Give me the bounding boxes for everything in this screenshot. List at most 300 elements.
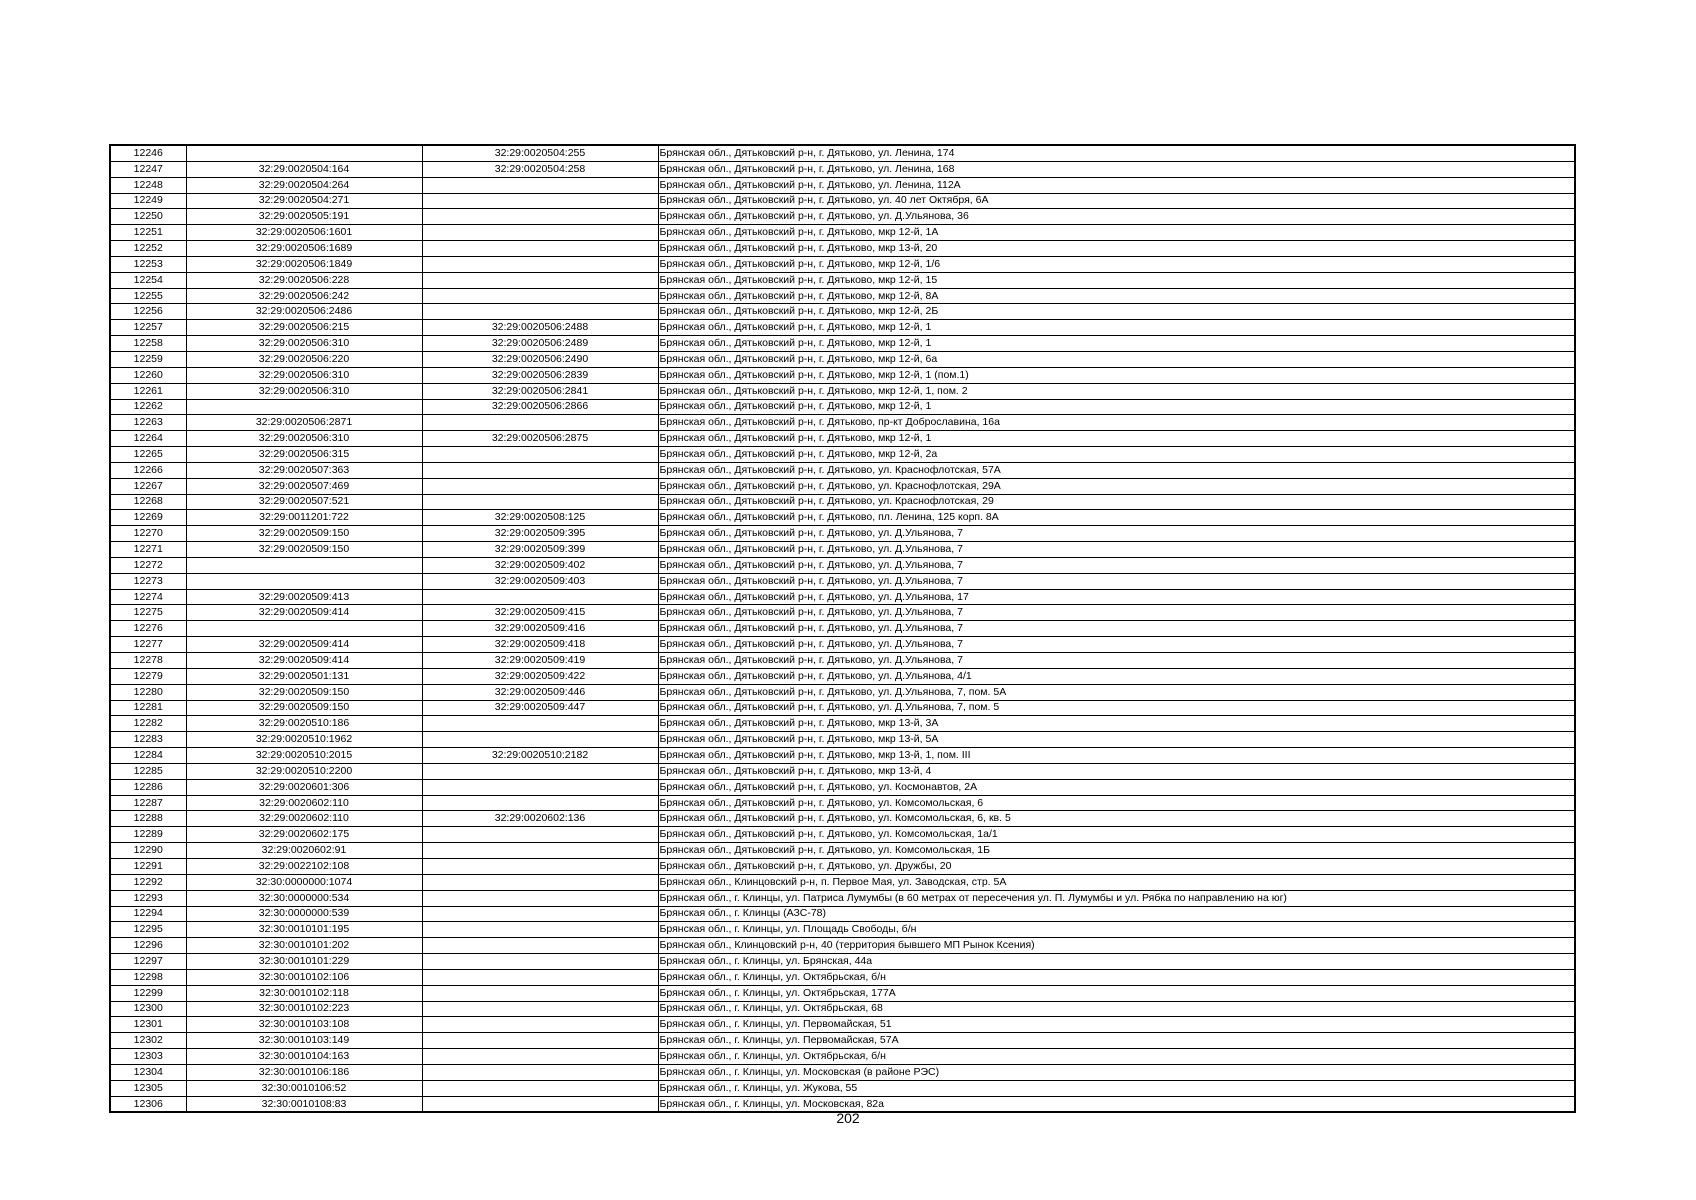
row-number-cell: 12306 (110, 1096, 186, 1112)
row-number-cell: 12257 (110, 320, 186, 336)
table-body (110, 145, 1575, 1112)
row-number-cell: 12285 (110, 763, 186, 779)
address-cell: Брянская обл., Дятьковский р-н, г. Дятьково, ул. 40 лет Октября, 6А (658, 193, 1575, 209)
table-row (110, 367, 1575, 383)
row-number-cell: 12260 (110, 367, 186, 383)
table-row (110, 985, 1575, 1001)
address-cell: Брянская обл., Дятьковский р-н, г. Дятьково, ул. Д.Ульянова, 7, пом. 5А (658, 684, 1575, 700)
cadastral-number-cell: 32:30:0000000:539 (186, 906, 422, 922)
cadastral-number-cell: 32:29:0020506:228 (186, 272, 422, 288)
table-row (110, 700, 1575, 716)
row-number-cell: 12255 (110, 288, 186, 304)
row-number-cell: 12301 (110, 1017, 186, 1033)
cadastral-number-cell: 32:30:0010102:106 (186, 969, 422, 985)
address-cell: Брянская обл., Дятьковский р-н, г. Дятьково, ул. Комсомольская, 6 (658, 795, 1575, 811)
table-row (110, 811, 1575, 827)
cadastral-number-cell: 32:29:0020602:110 (186, 795, 422, 811)
cadastral-number-cell: 32:30:0010102:118 (186, 985, 422, 1001)
row-number-cell: 12265 (110, 447, 186, 463)
address-cell: Брянская обл., г. Клинцы, ул. Первомайская, 51 (658, 1017, 1575, 1033)
table-row (110, 161, 1575, 177)
row-number-cell: 12275 (110, 605, 186, 621)
row-number-cell: 12281 (110, 700, 186, 716)
table-row (110, 431, 1575, 447)
row-number-cell: 12254 (110, 272, 186, 288)
table-row (110, 510, 1575, 526)
cadastral-number-cell: 32:29:0020506:310 (186, 336, 422, 352)
address-cell: Брянская обл., Дятьковский р-н, г. Дятьково, мкр 13-й, 4 (658, 763, 1575, 779)
row-number-cell: 12261 (110, 383, 186, 399)
table-row (110, 890, 1575, 906)
address-cell: Брянская обл., Дятьковский р-н, г. Дятьково, ул. Д.Ульянова, 7, пом. 5 (658, 700, 1575, 716)
address-cell: Брянская обл., Дятьковский р-н, г. Дятьково, ул. Комсомольская, 6, кв. 5 (658, 811, 1575, 827)
related-cadastral-number-cell: 32:29:0020509:419 (422, 653, 658, 669)
address-cell: Брянская обл., Дятьковский р-н, г. Дятьково, ул. Комсомольская, 1Б (658, 843, 1575, 859)
related-cadastral-number-cell (422, 1049, 658, 1065)
related-cadastral-number-cell (422, 779, 658, 795)
cadastral-number-cell: 32:29:0020507:363 (186, 462, 422, 478)
related-cadastral-number-cell (422, 288, 658, 304)
related-cadastral-number-cell: 32:29:0020509:416 (422, 621, 658, 637)
address-cell: Брянская обл., г. Клинцы, ул. Брянская, 44а (658, 954, 1575, 970)
related-cadastral-number-cell: 32:29:0020509:447 (422, 700, 658, 716)
cadastral-number-cell: 32:29:0020505:191 (186, 209, 422, 225)
related-cadastral-number-cell (422, 304, 658, 320)
cadastral-number-cell: 32:29:0022102:108 (186, 858, 422, 874)
cadastral-number-cell (186, 621, 422, 637)
table-row (110, 526, 1575, 542)
address-cell: Брянская обл., Дятьковский р-н, г. Дятьково, мкр 12-й, 1А (658, 225, 1575, 241)
table-row (110, 637, 1575, 653)
related-cadastral-number-cell: 32:29:0020509:403 (422, 573, 658, 589)
row-number-cell: 12278 (110, 653, 186, 669)
related-cadastral-number-cell (422, 1064, 658, 1080)
address-cell: Брянская обл., Дятьковский р-н, г. Дятьково, мкр 12-й, 1 (658, 336, 1575, 352)
row-number-cell: 12250 (110, 209, 186, 225)
table-row (110, 193, 1575, 209)
address-cell: Брянская обл., Дятьковский р-н, г. Дятьково, мкр 13-й, 5А (658, 732, 1575, 748)
address-cell: Брянская обл., г. Клинцы, ул. Жукова, 55 (658, 1080, 1575, 1096)
table-row (110, 225, 1575, 241)
cadastral-number-cell: 32:29:0020601:306 (186, 779, 422, 795)
related-cadastral-number-cell (422, 462, 658, 478)
cadastral-number-cell: 32:29:0020506:220 (186, 351, 422, 367)
table-row (110, 478, 1575, 494)
row-number-cell: 12246 (110, 145, 186, 161)
address-cell: Брянская обл., Дятьковский р-н, г. Дятьково, мкр 12-й, 1/6 (658, 256, 1575, 272)
related-cadastral-number-cell (422, 1033, 658, 1049)
related-cadastral-number-cell: 32:29:0020506:2490 (422, 351, 658, 367)
related-cadastral-number-cell (422, 1017, 658, 1033)
table-row (110, 827, 1575, 843)
related-cadastral-number-cell (422, 256, 658, 272)
table-row (110, 748, 1575, 764)
related-cadastral-number-cell: 32:29:0020506:2866 (422, 399, 658, 415)
cadastral-number-cell: 32:29:0020510:2200 (186, 763, 422, 779)
row-number-cell: 12279 (110, 668, 186, 684)
table-row (110, 668, 1575, 684)
row-number-cell: 12259 (110, 351, 186, 367)
row-number-cell: 12273 (110, 573, 186, 589)
related-cadastral-number-cell (422, 969, 658, 985)
table-row (110, 1080, 1575, 1096)
table-row (110, 1001, 1575, 1017)
address-cell: Брянская обл., Дятьковский р-н, г. Дятьково, мкр 13-й, 3А (658, 716, 1575, 732)
row-number-cell: 12289 (110, 827, 186, 843)
row-number-cell: 12288 (110, 811, 186, 827)
address-cell: Брянская обл., Дятьковский р-н, г. Дятьково, мкр 12-й, 6а (658, 351, 1575, 367)
address-cell: Брянская обл., Дятьковский р-н, г. Дятьково, ул. Ленина, 174 (658, 145, 1575, 161)
row-number-cell: 12264 (110, 431, 186, 447)
address-cell: Брянская обл., Дятьковский р-н, г. Дятьково, ул. Ленина, 112А (658, 177, 1575, 193)
cadastral-number-cell: 32:29:0020509:413 (186, 589, 422, 605)
row-number-cell: 12300 (110, 1001, 186, 1017)
cadastral-number-cell: 32:29:0020506:310 (186, 367, 422, 383)
cadastral-number-cell: 32:29:0020506:310 (186, 431, 422, 447)
table-row (110, 653, 1575, 669)
related-cadastral-number-cell (422, 954, 658, 970)
row-number-cell: 12286 (110, 779, 186, 795)
related-cadastral-number-cell (422, 193, 658, 209)
row-number-cell: 12303 (110, 1049, 186, 1065)
row-number-cell: 12277 (110, 637, 186, 653)
related-cadastral-number-cell: 32:29:0020509:422 (422, 668, 658, 684)
table-row (110, 241, 1575, 257)
address-cell: Брянская обл., Дятьковский р-н, г. Дятьково, ул. Ленина, 168 (658, 161, 1575, 177)
row-number-cell: 12295 (110, 922, 186, 938)
address-cell: Брянская обл., Дятьковский р-н, г. Дятьково, ул. Краснофлотская, 29 (658, 494, 1575, 510)
address-cell: Брянская обл., г. Клинцы, ул. Московская, 82а (658, 1096, 1575, 1112)
row-number-cell: 12258 (110, 336, 186, 352)
related-cadastral-number-cell: 32:29:0020509:395 (422, 526, 658, 542)
row-number-cell: 12269 (110, 510, 186, 526)
address-cell: Брянская обл., Дятьковский р-н, г. Дятьково, ул. Краснофлотская, 57А (658, 462, 1575, 478)
table-row (110, 922, 1575, 938)
row-number-cell: 12302 (110, 1033, 186, 1049)
related-cadastral-number-cell (422, 890, 658, 906)
cadastral-number-cell (186, 399, 422, 415)
address-cell: Брянская обл., Дятьковский р-н, г. Дятьково, ул. Д.Ульянова, 7 (658, 605, 1575, 621)
row-number-cell: 12283 (110, 732, 186, 748)
table-row (110, 621, 1575, 637)
cadastral-number-cell: 32:29:0020506:2871 (186, 415, 422, 431)
table-row (110, 336, 1575, 352)
row-number-cell: 12253 (110, 256, 186, 272)
cadastral-number-cell (186, 557, 422, 573)
related-cadastral-number-cell: 32:29:0020506:2489 (422, 336, 658, 352)
related-cadastral-number-cell: 32:29:0020506:2841 (422, 383, 658, 399)
related-cadastral-number-cell (422, 1001, 658, 1017)
related-cadastral-number-cell: 32:29:0020510:2182 (422, 748, 658, 764)
table-row (110, 1033, 1575, 1049)
cadastral-number-cell: 32:29:0020509:414 (186, 605, 422, 621)
cadastral-number-cell: 32:30:0010106:52 (186, 1080, 422, 1096)
cadastral-number-cell: 32:29:0020506:242 (186, 288, 422, 304)
cadastral-number-cell: 32:30:0010106:186 (186, 1064, 422, 1080)
table-row (110, 494, 1575, 510)
related-cadastral-number-cell: 32:29:0020509:399 (422, 542, 658, 558)
address-cell: Брянская обл., Дятьковский р-н, г. Дятьково, ул. Комсомольская, 1а/1 (658, 827, 1575, 843)
table-row (110, 320, 1575, 336)
related-cadastral-number-cell: 32:29:0020509:415 (422, 605, 658, 621)
related-cadastral-number-cell (422, 874, 658, 890)
table-row (110, 1064, 1575, 1080)
cadastral-number-cell: 32:29:0020506:1601 (186, 225, 422, 241)
row-number-cell: 12267 (110, 478, 186, 494)
related-cadastral-number-cell (422, 843, 658, 859)
related-cadastral-number-cell (422, 858, 658, 874)
row-number-cell: 12296 (110, 938, 186, 954)
cadastral-number-cell: 32:29:0020510:1962 (186, 732, 422, 748)
related-cadastral-number-cell (422, 447, 658, 463)
row-number-cell: 12284 (110, 748, 186, 764)
table-row (110, 874, 1575, 890)
table-row (110, 843, 1575, 859)
related-cadastral-number-cell: 32:29:0020506:2839 (422, 367, 658, 383)
cadastral-number-cell: 32:30:0010103:108 (186, 1017, 422, 1033)
cadastral-number-cell: 32:30:0000000:534 (186, 890, 422, 906)
table-row (110, 795, 1575, 811)
address-cell: Брянская обл., Дятьковский р-н, г. Дятьково, мкр 12-й, 1 (658, 320, 1575, 336)
address-cell: Брянская обл., Дятьковский р-н, г. Дятьково, мкр 12-й, 1, пом. 2 (658, 383, 1575, 399)
table-row (110, 209, 1575, 225)
table-row (110, 684, 1575, 700)
row-number-cell: 12249 (110, 193, 186, 209)
table-row (110, 938, 1575, 954)
address-cell: Брянская обл., Дятьковский р-н, г. Дятьково, мкр 13-й, 1, пом. III (658, 748, 1575, 764)
address-cell: Брянская обл., Дятьковский р-н, г. Дятьково, ул. Д.Ульянова, 4/1 (658, 668, 1575, 684)
cadastral-number-cell: 32:29:0020501:131 (186, 668, 422, 684)
related-cadastral-number-cell (422, 177, 658, 193)
address-cell: Брянская обл., г. Клинцы, ул. Октябрьская, 68 (658, 1001, 1575, 1017)
related-cadastral-number-cell (422, 716, 658, 732)
address-cell: Брянская обл., Дятьковский р-н, г. Дятьково, ул. Краснофлотская, 29А (658, 478, 1575, 494)
row-number-cell: 12262 (110, 399, 186, 415)
address-cell: Брянская обл., Дятьковский р-н, г. Дятьково, пл. Ленина, 125 корп. 8А (658, 510, 1575, 526)
cadastral-number-cell: 32:29:0020506:2486 (186, 304, 422, 320)
address-cell: Брянская обл., Дятьковский р-н, г. Дятьково, ул. Д.Ульянова, 7 (658, 621, 1575, 637)
address-cell: Брянская обл., г. Клинцы, ул. Площадь Свободы, б/н (658, 922, 1575, 938)
row-number-cell: 12282 (110, 716, 186, 732)
address-cell: Брянская обл., г. Клинцы, ул. Октябрьская, 177А (658, 985, 1575, 1001)
address-cell: Брянская обл., Дятьковский р-н, г. Дятьково, мкр 12-й, 15 (658, 272, 1575, 288)
related-cadastral-number-cell: 32:29:0020508:125 (422, 510, 658, 526)
cadastral-number-cell: 32:29:0020506:310 (186, 383, 422, 399)
row-number-cell: 12252 (110, 241, 186, 257)
table-row (110, 288, 1575, 304)
related-cadastral-number-cell (422, 589, 658, 605)
cadastral-number-cell: 32:30:0010104:163 (186, 1049, 422, 1065)
row-number-cell: 12287 (110, 795, 186, 811)
cadastral-number-cell: 32:29:0020509:150 (186, 526, 422, 542)
table-row (110, 351, 1575, 367)
row-number-cell: 12247 (110, 161, 186, 177)
row-number-cell: 12297 (110, 954, 186, 970)
address-cell: Брянская обл., г. Клинцы, ул. Московская (в районе РЭС) (658, 1064, 1575, 1080)
cadastral-number-cell: 32:30:0010102:223 (186, 1001, 422, 1017)
table-row (110, 779, 1575, 795)
table-row (110, 256, 1575, 272)
property-table (109, 144, 1576, 1113)
table-row (110, 272, 1575, 288)
related-cadastral-number-cell (422, 827, 658, 843)
table-row (110, 954, 1575, 970)
table-row (110, 858, 1575, 874)
cadastral-number-cell: 32:29:0020507:521 (186, 494, 422, 510)
cadastral-number-cell: 32:29:0011201:722 (186, 510, 422, 526)
table-row (110, 1017, 1575, 1033)
table-row (110, 763, 1575, 779)
address-cell: Брянская обл., Дятьковский р-н, г. Дятьково, ул. Д.Ульянова, 7 (658, 557, 1575, 573)
row-number-cell: 12291 (110, 858, 186, 874)
cadastral-number-cell: 32:29:0020602:175 (186, 827, 422, 843)
address-cell: Брянская обл., Дятьковский р-н, г. Дятьково, ул. Д.Ульянова, 36 (658, 209, 1575, 225)
cadastral-number-cell: 32:29:0020504:264 (186, 177, 422, 193)
related-cadastral-number-cell (422, 225, 658, 241)
related-cadastral-number-cell: 32:29:0020506:2488 (422, 320, 658, 336)
row-number-cell: 12266 (110, 462, 186, 478)
cadastral-number-cell: 32:29:0020509:150 (186, 700, 422, 716)
table-row (110, 716, 1575, 732)
cadastral-number-cell: 32:29:0020504:271 (186, 193, 422, 209)
row-number-cell: 12292 (110, 874, 186, 890)
row-number-cell: 12299 (110, 985, 186, 1001)
address-cell: Брянская обл., г. Клинцы, ул. Патриса Лумумбы (в 60 метрах от пересечения ул. П. Лумумбы и ул. Рябка по направлению на юг) (658, 890, 1575, 906)
cadastral-number-cell: 32:29:0020509:150 (186, 542, 422, 558)
cadastral-number-cell: 32:29:0020510:186 (186, 716, 422, 732)
address-cell: Брянская обл., Дятьковский р-н, г. Дятьково, ул. Д.Ульянова, 17 (658, 589, 1575, 605)
address-cell: Брянская обл., Дятьковский р-н, г. Дятьково, мкр 12-й, 1 (658, 399, 1575, 415)
related-cadastral-number-cell (422, 922, 658, 938)
row-number-cell: 12280 (110, 684, 186, 700)
cadastral-number-cell: 32:30:0010108:83 (186, 1096, 422, 1112)
cadastral-number-cell: 32:30:0000000:1074 (186, 874, 422, 890)
related-cadastral-number-cell (422, 985, 658, 1001)
cadastral-number-cell: 32:29:0020509:414 (186, 637, 422, 653)
address-cell: Брянская обл., Дятьковский р-н, г. Дятьково, мкр 12-й, 8А (658, 288, 1575, 304)
table-row (110, 732, 1575, 748)
cadastral-number-cell: 32:30:0010101:202 (186, 938, 422, 954)
table-row (110, 304, 1575, 320)
row-number-cell: 12272 (110, 557, 186, 573)
related-cadastral-number-cell: 32:29:0020509:418 (422, 637, 658, 653)
cadastral-number-cell (186, 573, 422, 589)
table-row (110, 415, 1575, 431)
related-cadastral-number-cell (422, 1080, 658, 1096)
address-cell: Брянская обл., Дятьковский р-н, г. Дятьково, мкр 13-й, 20 (658, 241, 1575, 257)
row-number-cell: 12263 (110, 415, 186, 431)
table-row (110, 447, 1575, 463)
address-cell: Брянская обл., Дятьковский р-н, г. Дятьково, ул. Космонавтов, 2А (658, 779, 1575, 795)
table-row (110, 177, 1575, 193)
table-row (110, 557, 1575, 573)
address-cell: Брянская обл., г. Клинцы, ул. Первомайская, 57А (658, 1033, 1575, 1049)
related-cadastral-number-cell (422, 795, 658, 811)
table-row (110, 605, 1575, 621)
cadastral-number-cell: 32:29:0020506:215 (186, 320, 422, 336)
address-cell: Брянская обл., Дятьковский р-н, г. Дятьково, мкр 12-й, 1 (658, 431, 1575, 447)
address-cell: Брянская обл., Дятьковский р-н, г. Дятьково, мкр 12-й, 2Б (658, 304, 1575, 320)
related-cadastral-number-cell (422, 906, 658, 922)
row-number-cell: 12270 (110, 526, 186, 542)
cadastral-number-cell: 32:30:0010101:195 (186, 922, 422, 938)
related-cadastral-number-cell: 32:29:0020509:402 (422, 557, 658, 573)
related-cadastral-number-cell: 32:29:0020602:136 (422, 811, 658, 827)
address-cell: Брянская обл., Дятьковский р-н, г. Дятьково, пр-кт Доброславина, 16а (658, 415, 1575, 431)
address-cell: Брянская обл., г. Клинцы, ул. Октябрьская, б/н (658, 969, 1575, 985)
page-number: 202 (836, 1110, 860, 1126)
cadastral-number-cell: 32:29:0020506:315 (186, 447, 422, 463)
row-number-cell: 12290 (110, 843, 186, 859)
related-cadastral-number-cell (422, 272, 658, 288)
address-cell: Брянская обл., Дятьковский р-н, г. Дятьково, мкр 12-й, 1 (пом.1) (658, 367, 1575, 383)
related-cadastral-number-cell (422, 494, 658, 510)
related-cadastral-number-cell: 32:29:0020504:258 (422, 161, 658, 177)
cadastral-number-cell: 32:30:0010103:149 (186, 1033, 422, 1049)
address-cell: Брянская обл., Клинцовский р-н, 40 (территория бывшего МП Рынок Ксения) (658, 938, 1575, 954)
row-number-cell: 12276 (110, 621, 186, 637)
cadastral-number-cell: 32:29:0020506:1849 (186, 256, 422, 272)
table-row (110, 462, 1575, 478)
cadastral-number-cell (186, 145, 422, 161)
table-row (110, 145, 1575, 161)
related-cadastral-number-cell (422, 241, 658, 257)
cadastral-number-cell: 32:29:0020506:1689 (186, 241, 422, 257)
address-cell: Брянская обл., Дятьковский р-н, г. Дятьково, ул. Д.Ульянова, 7 (658, 573, 1575, 589)
row-number-cell: 12251 (110, 225, 186, 241)
related-cadastral-number-cell (422, 732, 658, 748)
table-row (110, 589, 1575, 605)
row-number-cell: 12256 (110, 304, 186, 320)
related-cadastral-number-cell: 32:29:0020509:446 (422, 684, 658, 700)
address-cell: Брянская обл., Дятьковский р-н, г. Дятьково, мкр 12-й, 2а (658, 447, 1575, 463)
row-number-cell: 12298 (110, 969, 186, 985)
cadastral-number-cell: 32:30:0010101:229 (186, 954, 422, 970)
row-number-cell: 12268 (110, 494, 186, 510)
related-cadastral-number-cell: 32:29:0020506:2875 (422, 431, 658, 447)
related-cadastral-number-cell (422, 938, 658, 954)
cadastral-number-cell: 32:29:0020602:91 (186, 843, 422, 859)
row-number-cell: 12248 (110, 177, 186, 193)
cadastral-number-cell: 32:29:0020602:110 (186, 811, 422, 827)
address-cell: Брянская обл., Дятьковский р-н, г. Дятьково, ул. Д.Ульянова, 7 (658, 526, 1575, 542)
address-cell: Брянская обл., г. Клинцы (АЗС-78) (658, 906, 1575, 922)
cadastral-number-cell: 32:29:0020509:150 (186, 684, 422, 700)
cadastral-number-cell: 32:29:0020507:469 (186, 478, 422, 494)
related-cadastral-number-cell (422, 209, 658, 225)
cadastral-number-cell: 32:29:0020509:414 (186, 653, 422, 669)
row-number-cell: 12305 (110, 1080, 186, 1096)
row-number-cell: 12304 (110, 1064, 186, 1080)
related-cadastral-number-cell: 32:29:0020504:255 (422, 145, 658, 161)
row-number-cell: 12271 (110, 542, 186, 558)
cadastral-number-cell: 32:29:0020510:2015 (186, 748, 422, 764)
cadastral-number-cell: 32:29:0020504:164 (186, 161, 422, 177)
table-row (110, 1049, 1575, 1065)
row-number-cell: 12274 (110, 589, 186, 605)
table-row (110, 573, 1575, 589)
address-cell: Брянская обл., Дятьковский р-н, г. Дятьково, ул. Д.Ульянова, 7 (658, 542, 1575, 558)
address-cell: Брянская обл., Клинцовский р-н, п. Первое Мая, ул. Заводская, стр. 5А (658, 874, 1575, 890)
related-cadastral-number-cell (422, 415, 658, 431)
row-number-cell: 12294 (110, 906, 186, 922)
table-row (110, 542, 1575, 558)
table-row (110, 906, 1575, 922)
address-cell: Брянская обл., Дятьковский р-н, г. Дятьково, ул. Дружбы, 20 (658, 858, 1575, 874)
related-cadastral-number-cell (422, 478, 658, 494)
address-cell: Брянская обл., г. Клинцы, ул. Октябрьская, б/н (658, 1049, 1575, 1065)
address-cell: Брянская обл., Дятьковский р-н, г. Дятьково, ул. Д.Ульянова, 7 (658, 653, 1575, 669)
